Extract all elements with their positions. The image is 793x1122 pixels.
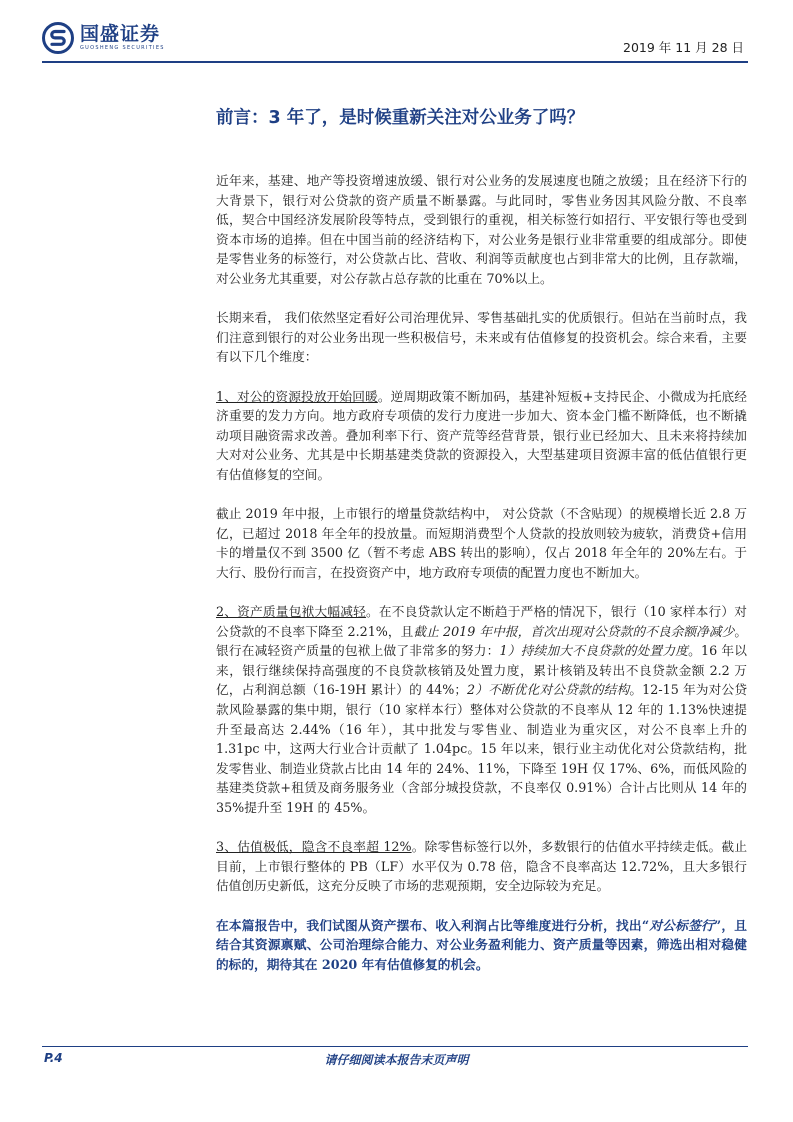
footer-divider	[42, 1046, 748, 1047]
point-2-heading: 2、资产质量包袱大幅减轻	[216, 604, 367, 620]
point-1	[216, 387, 747, 485]
summary-text: 在本篇报告中，我们试图从资产摆布、收入利润占比等维度进行分析，找出“	[216, 917, 650, 933]
page-number: P.4	[44, 1051, 63, 1065]
summary-emphasis: 对公标签行	[649, 917, 714, 933]
point-1-extra: 截止 2019 年中报，上市银行的增量贷款结构中， 对公贷款（不含贴现）的规模增长近 2.8 万亿，已超过 2018 年全年的投放量。而短期消费型个人贷款的投放则较为疲软，消费贷+信用卡的增量仅不到 3500 亿（暂不考虑 ABS 转出的影响），仅占 2018 年全年的 20%左右。于大行、股份行而言，在投资资产中，地方政府专项债的配置力度也不断加大。	[216, 506, 747, 580]
summary-paragraph	[216, 916, 747, 975]
point-2-emphasis: 1）持续加大不良贷款的处置力度	[499, 643, 689, 659]
point-2-text: 。16 年以来，银行继续保持高强度的不良贷款核销及处置力度，累计核销及转出不良贷款金额 2.2 万亿，占利润总额（16-19H 累计）的 44%；	[216, 643, 747, 698]
paragraph-outlook: 长期来看， 我们依然坚定看好公司治理优异、零售基础扎实的优质银行。但站在当前时点，我们注意到银行的对公业务出现一些积极信号，未来或有估值修复的投资机会。综合来看，主要有以下几个维度：	[216, 310, 747, 365]
logo-english-name: GUOSHENG SECURITIES	[80, 45, 165, 51]
point-1-heading: 1、对公的资源投放开始回暖	[216, 388, 378, 404]
header-divider	[42, 61, 748, 63]
point-3	[216, 837, 747, 896]
point-3-heading: 3、估值极低，隐含不良率超 12%	[216, 839, 412, 855]
point-2-text: 。在不良贷款认定不断趋于严格的情况下，银行（10 家样本行）对公贷款的不良率下降至 2.21%，且	[216, 604, 747, 639]
logo-chinese-name: 国盛证券	[80, 23, 161, 45]
point-1-body: 。逆周期政策不断加码，基建补短板+支持民企、小微成为托底经济重要的发力方向。地方政府专项债的发行力度进一步加大、资本金门槛不断降低，也不断撬动项目融资需求改善。叠加利率下行、资产荒等经营背景，银行业已经加大、且未来将持续加大对对公业务、尤其是中长期基建类贷款的资源投入，大型基建项目资源丰富的低估值银行更有估值修复的空间。	[216, 388, 747, 482]
paragraph-intro: 近年来，基建、地产等投资增速放缓、银行对公业务的发展速度也随之放缓；且在经济下行的大背景下，银行对公贷款的资产质量不断暴露。与此同时，零售业务因其风险分散、不良率低，契合中国经济发展阶段等特点，受到银行的重视，相关标签行如招行、平安银行等也受到资本市场的追捧。但在中国当前的经济结构下，对公业务是银行业非常重要的组成部分。即使是零售业务的标签行，对公贷款占比、营收、利润等贡献度也占到非常大的比例，且存款端，对公业务尤其重要，对公存款占总存款的比重在 70%以上。	[216, 173, 747, 286]
point-3-body: 。除零售标签行以外，多数银行的估值水平持续走低。截止目前，上市银行整体的 PB（LF）水平仅为 0.78 倍，隐含不良率高达 12.72%，且大多银行估值创历史新低，这充分反映了市场的悲观预期，安全边际较为充足。	[216, 839, 748, 894]
report-date: 2019 年 11 月 28 日	[623, 40, 744, 55]
company-logo	[42, 22, 165, 54]
point-2	[216, 602, 747, 818]
section-title: 前言：3 年了，是时候重新关注对公业务了吗？	[216, 108, 585, 128]
footer-disclaimer: 请仔细阅读本报告末页声明	[324, 1053, 469, 1067]
point-2-emphasis: 2）不断优化对公贷款的结构	[467, 682, 630, 698]
body-content	[216, 171, 747, 994]
point-2-text: 。银行在减轻资产质量的包袱上做了非常多的努力：	[216, 623, 747, 659]
point-2-emphasis: 截止 2019 年中报，首次出现对公贷款的不良余额净减少	[413, 623, 735, 639]
point-2-text: 。12-15 年为对公贷款风险暴露的集中期，银行（10 家样本行）整体对公贷款的不良率从 12 年的 1.13%快速提升至最高达 2.44%（16 年），其中批发与零售业、制造业为重灾区，对公不良率上升的 1.31pc 中，这两大行业合计贡献了 1.04pc。15 年以来，银行业主动优化对公贷款结构，批发零售业、制造业贷款占比由 14 年的 24%、11%，下降至 19H 仅 17%、6%，而低风险的基建类贷款+租赁及商务服务业（含部分城投贷款，不良率仅 0.91%）合计占比则从 14 年的 35%提升至 19H 的 45%。	[216, 682, 748, 815]
page-header	[42, 22, 748, 60]
summary-text: ”，且结合其资源禀赋、公司治理综合能力、对公业务盈利能力、资产质量等因素，筛选出相对稳健的标的，期待其在 2020 年有估值修复的机会。	[216, 917, 747, 972]
logo-emblem-icon	[42, 22, 74, 54]
